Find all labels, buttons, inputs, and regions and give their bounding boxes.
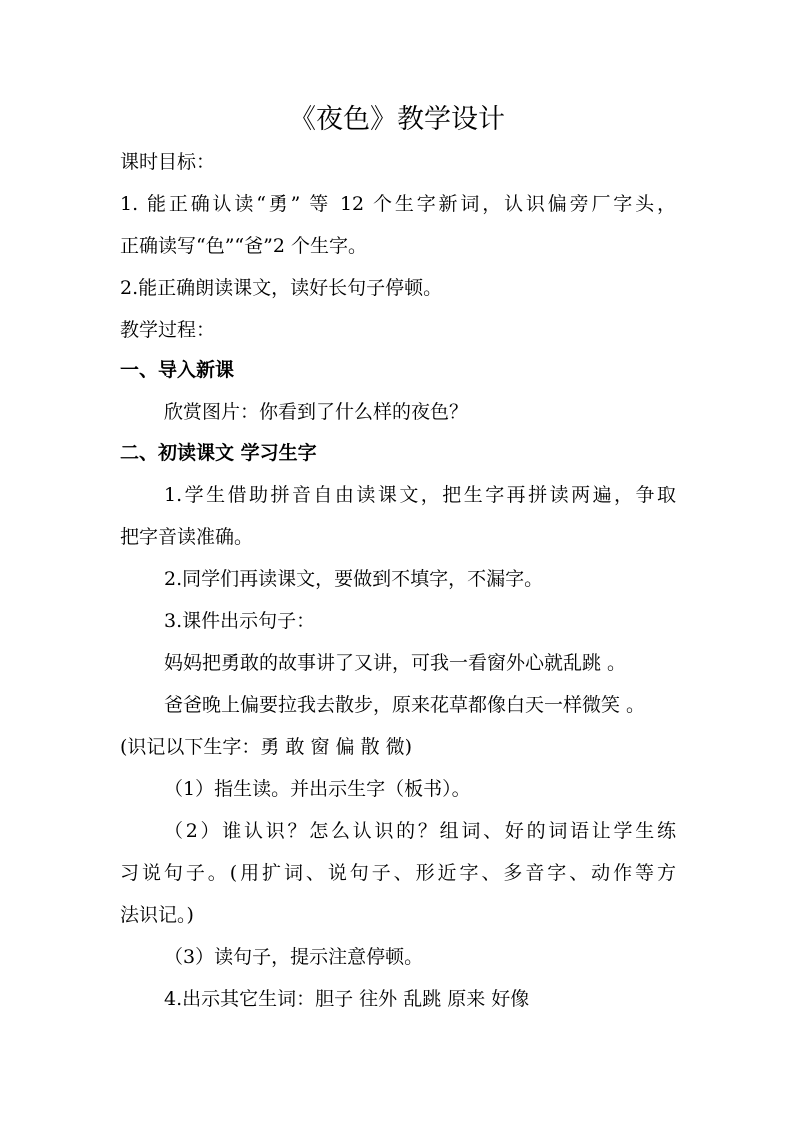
- sentence-2: 爸爸晚上偏要拉我去散步，原来花草都像白天一样微笑 。: [164, 694, 646, 716]
- objective-1-line-1: 1. 能正确认读“勇” 等 12 个生字新词，认识偏旁厂字头，: [120, 193, 676, 215]
- document-title: 《夜色》教学设计: [289, 104, 505, 135]
- step-4: 4.出示其它生词：胆子 往外 乱跳 原来 好像: [164, 988, 530, 1010]
- sub-step-3: （3）读句子，提示注意停顿。: [164, 946, 424, 968]
- sub-step-2-line-3: 法识记。): [120, 904, 194, 926]
- section-1-text: 欣赏图片：你看到了什么样的夜色？: [164, 401, 469, 423]
- step-1-line-2: 把字音读准确。: [120, 526, 254, 548]
- sub-step-1: （1）指生读。并出示生字（板书）。: [164, 778, 471, 800]
- objective-1-line-2: 正确读写“色”“爸”2 个生字。: [120, 235, 367, 257]
- process-label: 教学过程：: [120, 319, 216, 341]
- objective-2: 2.能正确朗读课文，读好长句子停顿。: [120, 277, 443, 299]
- section-2-heading: 二、初读课文 学习生字: [120, 442, 317, 464]
- objectives-label: 课时目标：: [120, 151, 216, 173]
- sub-step-2-line-2: 习说句子。(用扩词、说句子、形近字、多音字、动作等方: [120, 862, 676, 884]
- sub-step-2-line-1: （2）谁认识？怎么认识的？组词、好的词语让学生练: [164, 820, 676, 842]
- sentence-1: 妈妈把勇敢的故事讲了又讲，可我一看窗外心就乱跳 。: [164, 652, 627, 674]
- step-1-line-1: 1.学生借助拼音自由读课文，把生字再拼读两遍，争取: [164, 484, 676, 506]
- step-3: 3.课件出示句子：: [164, 610, 316, 632]
- step-2: 2.同学们再读课文，要做到不填字，不漏字。: [164, 568, 544, 590]
- section-1-heading: 一、导入新课: [120, 359, 235, 381]
- chars-note: (识记以下生字：勇 敢 窗 偏 散 微): [120, 736, 413, 758]
